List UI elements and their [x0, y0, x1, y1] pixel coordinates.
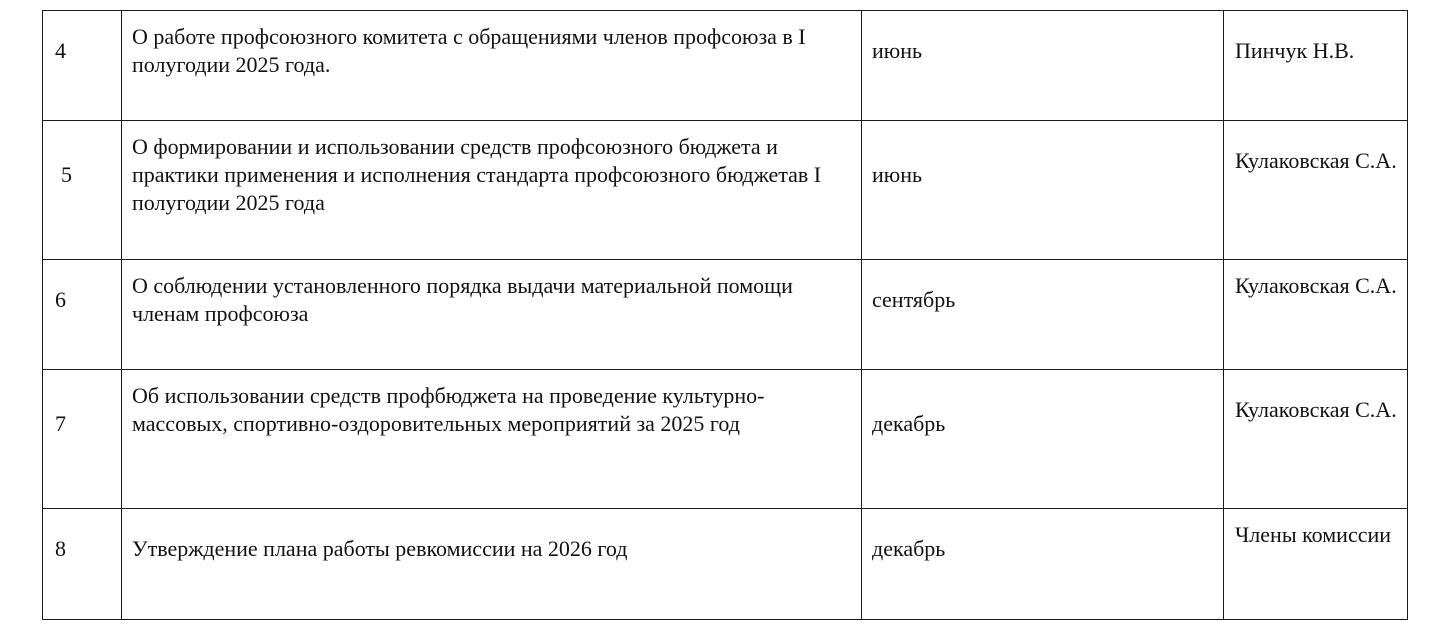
row-responsible — [1224, 370, 1408, 509]
row-number: 8 — [43, 509, 122, 620]
table-row — [43, 260, 1408, 370]
row-responsible — [1224, 509, 1408, 620]
row-number: 5 — [43, 121, 122, 260]
row-responsible — [1224, 11, 1408, 121]
row-topic: О формировании и использовании средств профсоюзного бюджета и практики применения и исполнения стандарта профсоюзного бюджетав I полугодии 2025 года — [122, 121, 862, 260]
row-topic: Утверждение плана работы ревкомиссии на 2026 год — [122, 509, 862, 620]
table-row — [43, 509, 1408, 620]
row-deadline: сентябрь — [862, 260, 1224, 370]
row-number: 6 — [43, 260, 122, 370]
row-topic: О соблюдении установленного порядка выдачи материальной помощи членам профсоюза — [122, 260, 862, 370]
row-topic: Об использовании средств профбюджета на проведение культурно-массовых, спортивно-оздоровительных мероприятий за 2025 год — [122, 370, 862, 509]
responsible-name: Кулаковская С.А. — [1235, 273, 1397, 298]
row-topic: О работе профсоюзного комитета с обращениями членов профсоюза в I полугодии 2025 года. — [122, 11, 862, 121]
responsible-name: Члены комиссии — [1235, 522, 1392, 547]
row-responsible — [1224, 121, 1408, 260]
work-plan-table — [42, 10, 1408, 620]
responsible-name: Кулаковская С.А. — [1235, 397, 1397, 422]
row-number: 7 — [43, 370, 122, 509]
responsible-name: Пинчук Н.В. — [1235, 38, 1355, 63]
row-responsible — [1224, 260, 1408, 370]
table-row — [43, 121, 1408, 260]
row-number: 4 — [43, 11, 122, 121]
responsible-name: Кулаковская С.А. — [1235, 148, 1397, 173]
row-deadline: декабрь — [862, 509, 1224, 620]
row-deadline: июнь — [862, 121, 1224, 260]
table-row — [43, 11, 1408, 121]
row-deadline: июнь — [862, 11, 1224, 121]
row-deadline: декабрь — [862, 370, 1224, 509]
table-row — [43, 370, 1408, 509]
